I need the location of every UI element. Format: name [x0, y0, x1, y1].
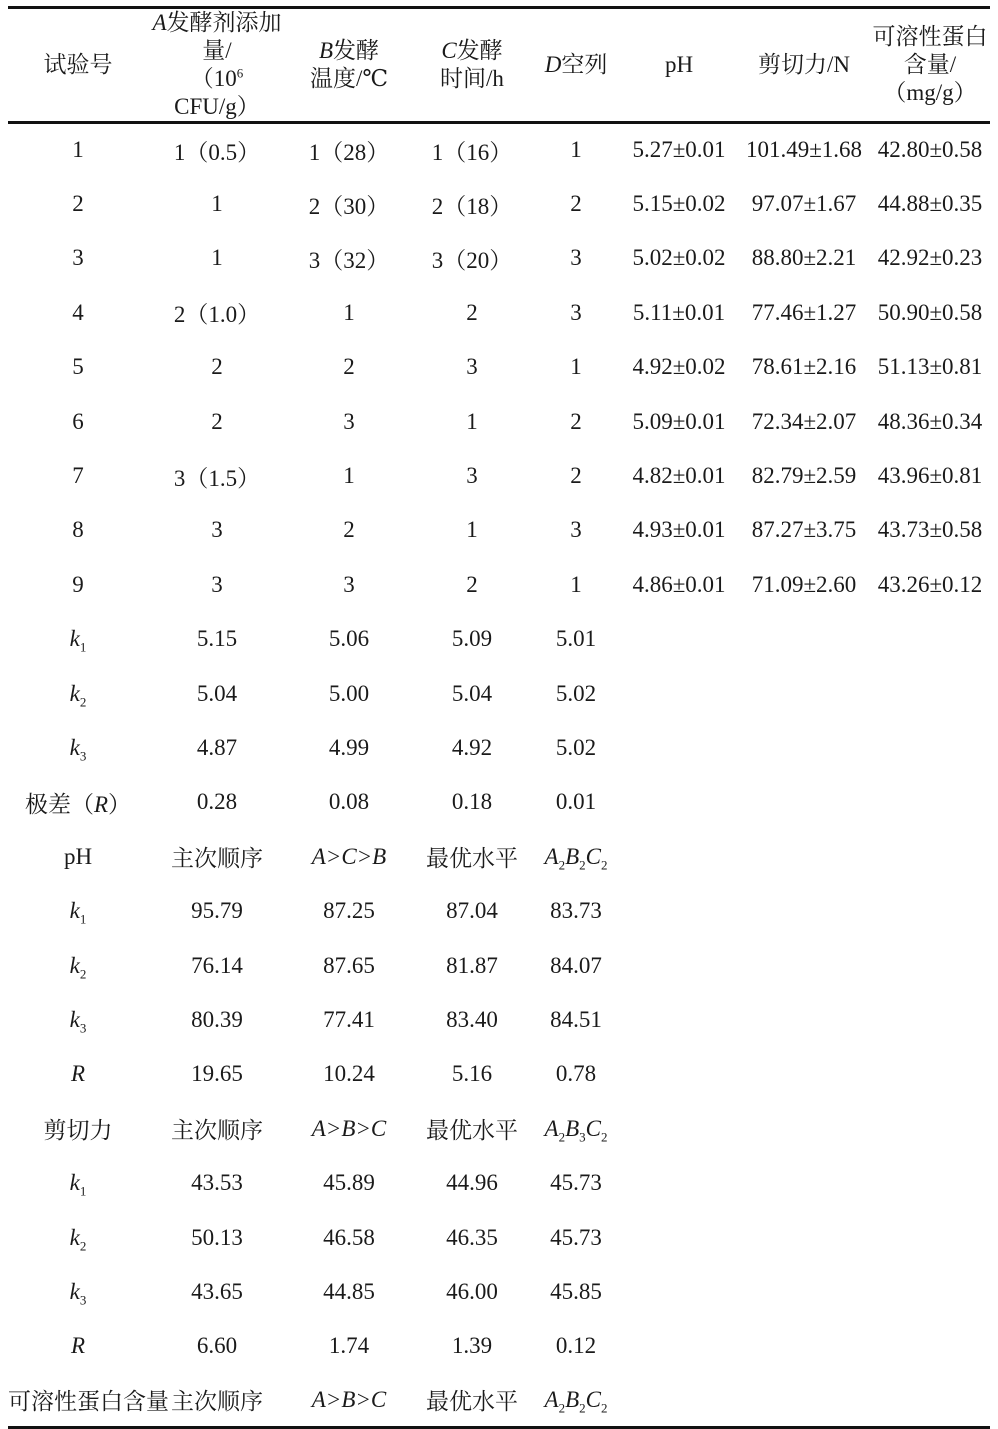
ph-k3-row: [8, 721, 990, 775]
cell-ph: 4.86±0.01: [632, 571, 726, 597]
order-value: A>B>C: [311, 1386, 387, 1412]
cell-d: 2: [570, 463, 582, 489]
k-label: $k_3$: [69, 1006, 87, 1036]
cell-a: 5.04: [196, 680, 238, 706]
cell-a: 3: [211, 571, 223, 597]
cell-d: 0.12: [555, 1333, 597, 1359]
cell-b: 5.06: [328, 626, 370, 652]
k-label: $k_1$: [69, 626, 87, 655]
range-label: 极差（R）: [24, 791, 132, 817]
table-header: [8, 8, 990, 123]
cell-c: 1: [466, 517, 478, 543]
cell-protein: 43.26±0.12: [877, 571, 983, 597]
cell-c: 5.09: [451, 626, 493, 652]
cell-b: 77.41: [323, 1006, 375, 1032]
ph-k1-row: [8, 612, 990, 666]
cell-a: 80.39: [191, 1006, 243, 1032]
section-name: pH: [63, 843, 93, 869]
cell-shear: 72.34±2.07: [751, 408, 857, 434]
cell-d: 3: [570, 517, 582, 543]
cell-protein: 44.88±0.35: [877, 191, 983, 217]
k-label: $k_3$: [69, 1278, 87, 1308]
table-row: [8, 340, 990, 394]
cell-d: 1: [570, 354, 582, 380]
cell-d: 0.01: [555, 789, 597, 815]
cell-b: 1（28）: [308, 139, 390, 165]
cell-trial-no: 4: [72, 299, 84, 325]
cell-a: 50.13: [191, 1224, 243, 1250]
cell-protein: 48.36±0.34: [877, 408, 983, 434]
cell-c: 0.18: [451, 789, 493, 815]
cell-a: 3（1.5）: [173, 465, 261, 491]
cell-ph: 5.15±0.02: [632, 191, 726, 217]
cell-c: 1.39: [451, 1333, 493, 1359]
cell-d: 1: [570, 137, 582, 163]
cell-b: 2: [343, 354, 355, 380]
cell-a: 4.87: [196, 734, 238, 760]
cell-ph: 4.82±0.01: [632, 463, 726, 489]
cell-d: 5.01: [555, 626, 597, 652]
cell-shear: 101.49±1.68: [745, 137, 863, 163]
cell-d: 84.07: [550, 952, 602, 978]
cell-a: 6.60: [196, 1333, 238, 1359]
cell-shear: 71.09±2.60: [751, 571, 857, 597]
cell-b: 5.00: [328, 680, 370, 706]
cell-b: 3: [343, 408, 355, 434]
order-label: 主次顺序: [171, 846, 263, 872]
header-shear: 剪切力/N: [758, 52, 850, 77]
table-row: [8, 231, 990, 285]
table-row: [8, 558, 990, 612]
protein-k2-row: [8, 1210, 990, 1264]
cell-ph: 5.09±0.01: [632, 408, 726, 434]
section-name: 可溶性蛋白含量: [8, 1389, 169, 1415]
cell-ph: 5.02±0.02: [632, 245, 726, 271]
cell-d: 5.02: [555, 680, 597, 706]
shear-k3-row: [8, 993, 990, 1047]
k-label: $k_1$: [69, 1170, 87, 1199]
cell-trial-no: 3: [72, 245, 84, 271]
cell-protein: 43.73±0.58: [877, 517, 983, 543]
protein-summary-row: [8, 1373, 990, 1427]
order-label: 主次顺序: [171, 1118, 263, 1144]
shear-k2-row: [8, 938, 990, 992]
cell-b: 2（30）: [308, 193, 390, 219]
cell-c: 81.87: [446, 952, 498, 978]
cell-protein: 50.90±0.58: [877, 299, 983, 325]
orthogonal-table-sheet: [8, 6, 990, 1429]
cell-d: 45.73: [550, 1224, 602, 1250]
cell-d: 5.02: [555, 734, 597, 760]
cell-a: 5.15: [196, 626, 238, 652]
cell-d: 3: [570, 245, 582, 271]
cell-c: 87.04: [446, 898, 498, 924]
cell-shear: 82.79±2.59: [751, 463, 857, 489]
cell-c: 3: [466, 463, 478, 489]
cell-b: 87.65: [323, 952, 375, 978]
cell-trial-no: 7: [72, 463, 84, 489]
cell-c: 83.40: [446, 1006, 498, 1032]
optimal-label: 最优水平: [426, 1389, 518, 1415]
cell-b: 0.08: [328, 789, 370, 815]
ph-k2-row: [8, 666, 990, 720]
cell-a: 2: [211, 354, 223, 380]
k-label: $k_2$: [69, 952, 87, 982]
cell-b: 44.85: [323, 1278, 375, 1304]
table-row: [8, 394, 990, 448]
cell-c: 5.16: [451, 1061, 493, 1087]
ph-summary-row: [8, 830, 990, 884]
order-value: A>B>C: [311, 1115, 387, 1141]
header-ph: pH: [664, 52, 694, 77]
cell-a: 19.65: [191, 1061, 243, 1087]
cell-c: 46.00: [446, 1278, 498, 1304]
cell-d: 3: [570, 299, 582, 325]
cell-b: 3: [343, 571, 355, 597]
cell-a: 95.79: [191, 898, 243, 924]
cell-c: 1（16）: [431, 139, 513, 165]
cell-protein: 51.13±0.81: [877, 354, 983, 380]
cell-a: 0.28: [196, 789, 238, 815]
section-name: 剪切力: [43, 1118, 113, 1144]
shear-summary-row: [8, 1102, 990, 1156]
cell-c: 2（18）: [431, 193, 513, 219]
cell-d: 1: [570, 571, 582, 597]
order-label: 主次顺序: [171, 1389, 263, 1415]
cell-a: 76.14: [191, 952, 243, 978]
table-body: [8, 123, 990, 1428]
cell-trial-no: 5: [72, 354, 84, 380]
header-factor-a: A发酵剂添加量/ （$10^6$ CFU/g）: [152, 10, 282, 119]
table-row: [8, 286, 990, 340]
cell-b: 1: [343, 299, 355, 325]
cell-c: 2: [466, 299, 478, 325]
cell-d: 45.85: [550, 1278, 602, 1304]
cell-trial-no: 2: [72, 191, 84, 217]
cell-trial-no: 1: [72, 137, 84, 163]
cell-ph: 5.27±0.01: [632, 137, 726, 163]
header-factor-c: C发酵 时间/h: [440, 38, 504, 91]
header-factor-d: D空列: [544, 52, 608, 77]
range-label: R: [70, 1061, 86, 1087]
k-label: $k_2$: [69, 680, 87, 710]
cell-b: 46.58: [323, 1224, 375, 1250]
cell-c: 1: [466, 408, 478, 434]
cell-a: 1: [211, 191, 223, 217]
cell-protein: 43.96±0.81: [877, 463, 983, 489]
k-label: $k_3$: [69, 734, 87, 764]
cell-trial-no: 6: [72, 408, 84, 434]
cell-b: 1: [343, 463, 355, 489]
cell-shear: 88.80±2.21: [751, 245, 857, 271]
cell-trial-no: 8: [72, 517, 84, 543]
cell-d: 83.73: [550, 898, 602, 924]
protein-k3-row: [8, 1265, 990, 1319]
table-row: [8, 503, 990, 557]
protein-k1-row: [8, 1156, 990, 1210]
k-label: $k_1$: [69, 898, 87, 927]
optimal-value: $A_2B_2C_2$: [544, 1386, 608, 1416]
cell-c: 4.92: [451, 734, 493, 760]
cell-d: 45.73: [550, 1170, 602, 1196]
cell-b: 2: [343, 517, 355, 543]
table-row: [8, 449, 990, 503]
cell-protein: 42.80±0.58: [877, 137, 983, 163]
table-row: [8, 123, 990, 177]
cell-shear: 78.61±2.16: [751, 354, 857, 380]
cell-ph: 4.92±0.02: [632, 354, 726, 380]
header-factor-b: B发酵 温度/℃: [309, 38, 389, 91]
order-value: A>C>B: [311, 843, 387, 869]
cell-d: 2: [570, 191, 582, 217]
cell-d: 0.78: [555, 1061, 597, 1087]
cell-b: 4.99: [328, 734, 370, 760]
cell-c: 2: [466, 571, 478, 597]
optimal-value: $A_2B_2C_2$: [544, 843, 608, 873]
optimal-value: $A_2B_3C_2$: [544, 1115, 608, 1145]
optimal-label: 最优水平: [426, 1118, 518, 1144]
cell-a: 43.65: [191, 1278, 243, 1304]
cell-c: 44.96: [446, 1170, 498, 1196]
cell-shear: 87.27±3.75: [751, 517, 857, 543]
cell-shear: 97.07±1.67: [751, 191, 857, 217]
cell-d: 2: [570, 408, 582, 434]
protein-range-row: [8, 1319, 990, 1373]
cell-a: 3: [211, 517, 223, 543]
cell-a: 43.53: [191, 1170, 243, 1196]
header-row: [8, 8, 990, 123]
shear-range-row: [8, 1047, 990, 1101]
cell-trial-no: 9: [72, 571, 84, 597]
cell-ph: 5.11±0.01: [632, 299, 726, 325]
cell-a: 2: [211, 408, 223, 434]
k-label: $k_2$: [69, 1224, 87, 1254]
cell-protein: 42.92±0.23: [877, 245, 983, 271]
orthogonal-test-table: [8, 6, 990, 1429]
cell-shear: 77.46±1.27: [751, 299, 857, 325]
cell-a: 1（0.5）: [173, 139, 261, 165]
cell-c: 5.04: [451, 680, 493, 706]
cell-d: 84.51: [550, 1006, 602, 1032]
header-protein: 可溶性蛋白 含量/（mg/g）: [872, 24, 988, 105]
table-row: [8, 177, 990, 231]
cell-a: 2（1.0）: [173, 302, 261, 328]
range-label: R: [70, 1333, 86, 1359]
optimal-label: 最优水平: [426, 846, 518, 872]
ph-range-row: [8, 775, 990, 829]
cell-c: 3: [466, 354, 478, 380]
cell-c: 3（20）: [431, 247, 513, 273]
shear-k1-row: [8, 884, 990, 938]
cell-c: 46.35: [446, 1224, 498, 1250]
cell-ph: 4.93±0.01: [632, 517, 726, 543]
cell-b: 1.74: [328, 1333, 370, 1359]
cell-a: 1: [211, 245, 223, 271]
cell-b: 10.24: [323, 1061, 375, 1087]
header-trial-no: 试验号: [43, 52, 113, 77]
cell-b: 87.25: [323, 898, 375, 924]
cell-b: 45.89: [323, 1170, 375, 1196]
cell-b: 3（32）: [308, 247, 390, 273]
